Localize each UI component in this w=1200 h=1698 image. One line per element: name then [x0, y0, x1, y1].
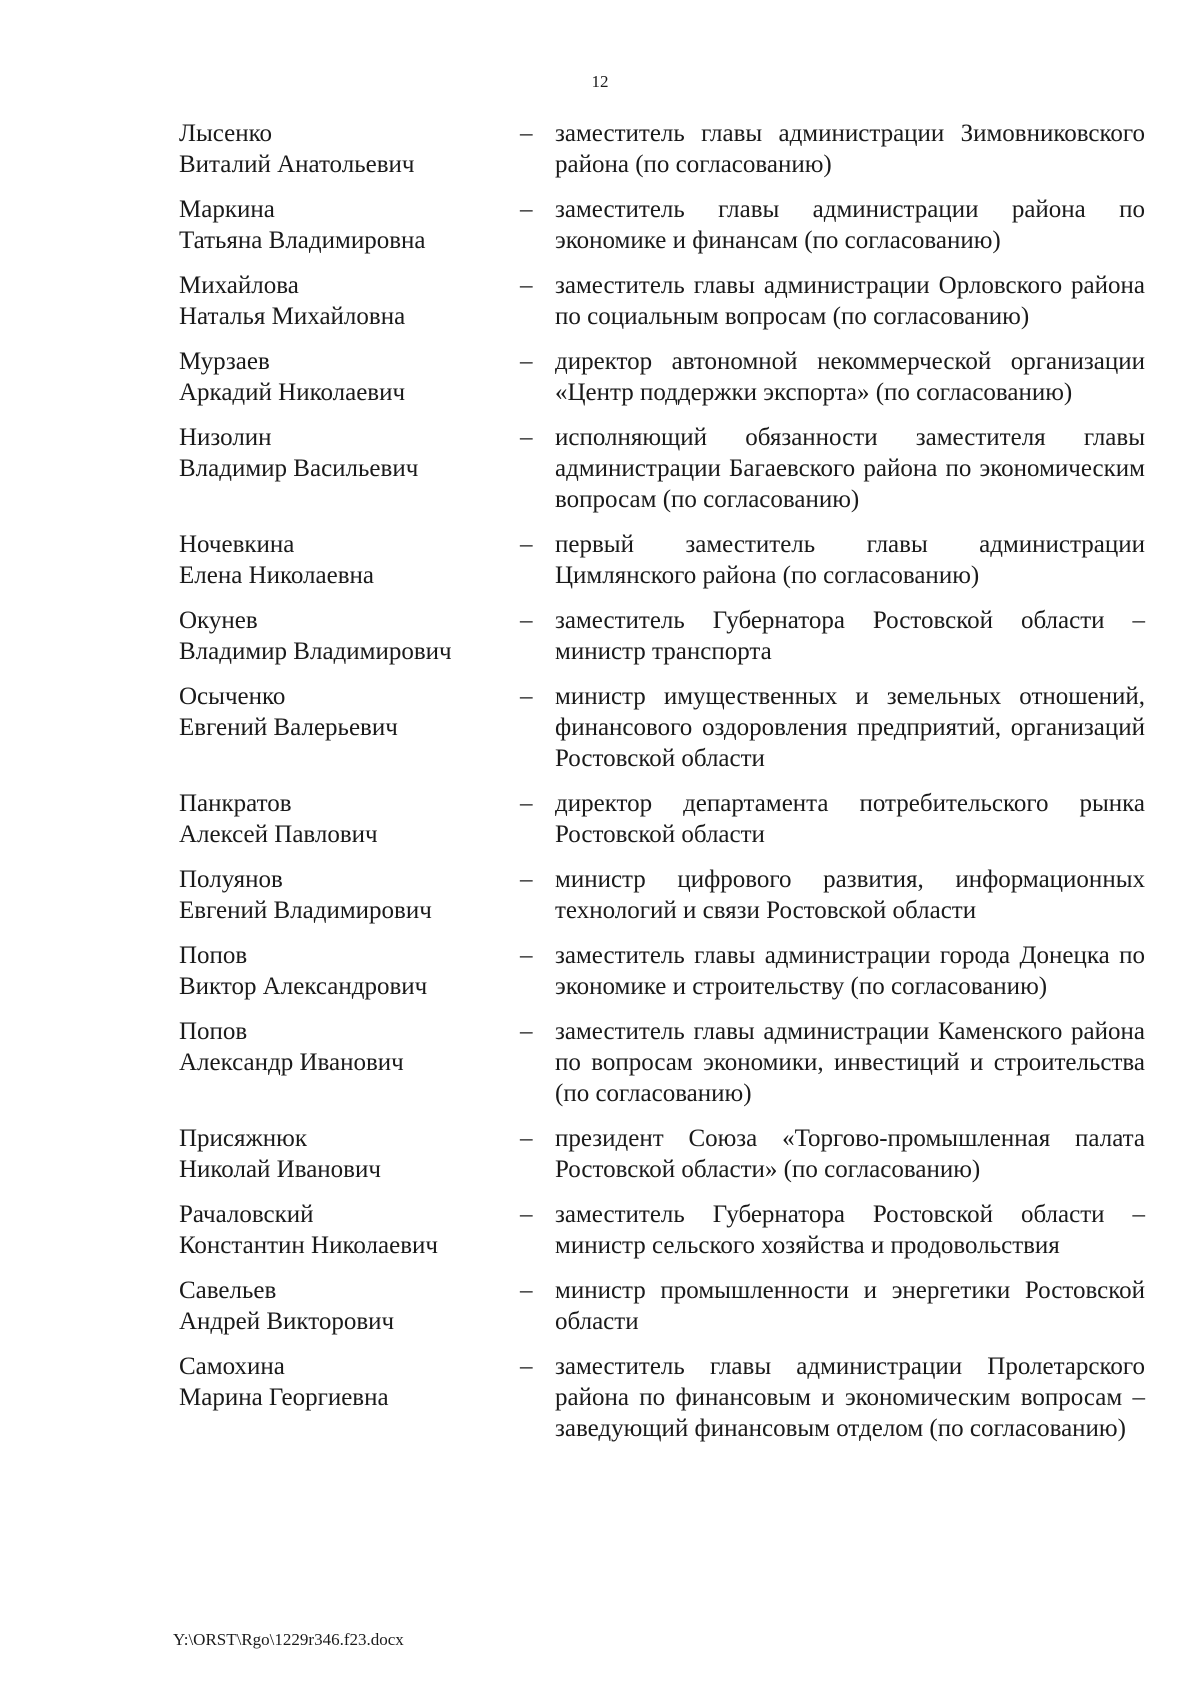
member-name [179, 529, 509, 591]
member-name [179, 1199, 509, 1261]
member-name [179, 346, 509, 408]
member-position: директор автономной некоммерческой организации «Центр поддержки экспорта» (по согласованию) [555, 348, 1145, 406]
member-given-names: Андрей Викторович [179, 1308, 395, 1335]
member-surname: Панкратов [179, 790, 292, 817]
member-position: первый заместитель главы администрации Цимлянского района (по согласованию) [555, 531, 1145, 589]
member-given-names: Марина Георгиевна [179, 1384, 389, 1411]
member-dash: – [520, 942, 533, 969]
member-given-names: Виталий Анатольевич [179, 151, 415, 178]
member-surname: Ночевкина [179, 531, 295, 558]
member-position: министр цифрового развития, информационных технологий и связи Ростовской области [555, 866, 1145, 924]
member-given-names: Аркадий Николаевич [179, 379, 406, 406]
member-position: заместитель главы администрации Орловского района по социальным вопросам (по согласованию) [555, 272, 1145, 330]
member-name [179, 1275, 509, 1337]
member-row [0, 422, 1200, 515]
member-name [179, 1016, 509, 1078]
member-row [0, 864, 1200, 926]
member-dash: – [520, 272, 533, 299]
member-row [0, 940, 1200, 1002]
member-given-names: Алексей Павлович [179, 821, 378, 848]
member-given-names: Виктор Александрович [179, 973, 428, 1000]
member-dash: – [520, 1353, 533, 1380]
member-position: исполняющий обязанности заместителя главы администрации Багаевского района по экономическим вопросам (по согласованию) [555, 424, 1145, 513]
member-surname: Самохина [179, 1353, 285, 1380]
member-position: заместитель главы администрации города Донецка по экономике и строительству (по согласованию) [555, 942, 1145, 1000]
member-row [0, 118, 1200, 180]
member-surname: Рачаловский [179, 1201, 314, 1228]
member-name [179, 864, 509, 926]
member-name [179, 270, 509, 332]
member-given-names: Татьяна Владимировна [179, 227, 426, 254]
member-position: министр имущественных и земельных отношений, финансового оздоровления предприятий, организаций Ростовской области [555, 683, 1145, 772]
member-name [179, 118, 509, 180]
member-name [179, 194, 509, 256]
member-position: президент Союза «Торгово-промышленная палата Ростовской области» (по согласованию) [555, 1125, 1145, 1183]
member-surname: Присяжнюк [179, 1125, 308, 1152]
member-surname: Михайлова [179, 272, 299, 299]
member-dash: – [520, 790, 533, 817]
member-given-names: Константин Николаевич [179, 1232, 438, 1259]
member-surname: Мурзаев [179, 348, 270, 375]
member-dash: – [520, 1277, 533, 1304]
member-surname: Попов [179, 1018, 248, 1045]
file-path: Y:\ORST\Rgo\1229r346.f23.docx [173, 1630, 404, 1649]
member-list [0, 118, 1200, 1444]
member-row [0, 681, 1200, 774]
member-given-names: Евгений Владимирович [179, 897, 432, 924]
member-given-names: Владимир Владимирович [179, 638, 452, 665]
member-position: директор департамента потребительского рынка Ростовской области [555, 790, 1145, 848]
member-surname: Маркина [179, 196, 275, 223]
member-given-names: Владимир Васильевич [179, 455, 419, 482]
member-name [179, 681, 509, 743]
member-surname: Савельев [179, 1277, 277, 1304]
member-dash: – [520, 531, 533, 558]
member-surname: Осыченко [179, 683, 286, 710]
member-name [179, 1351, 509, 1413]
member-row [0, 1275, 1200, 1337]
member-surname: Низолин [179, 424, 272, 451]
member-name [179, 788, 509, 850]
member-dash: – [520, 683, 533, 710]
member-name [179, 940, 509, 1002]
member-position: заместитель главы администрации района по экономике и финансам (по согласованию) [555, 196, 1145, 254]
member-name [179, 605, 509, 667]
member-row [0, 1016, 1200, 1109]
member-surname: Попов [179, 942, 248, 969]
member-row [0, 194, 1200, 256]
member-given-names: Николай Иванович [179, 1156, 381, 1183]
member-row [0, 529, 1200, 591]
member-row [0, 605, 1200, 667]
member-dash: – [520, 120, 533, 147]
member-position: заместитель Губернатора Ростовской области – министр транспорта [555, 607, 1145, 665]
member-position: заместитель Губернатора Ростовской области – министр сельского хозяйства и продовольствия [555, 1201, 1145, 1259]
member-row [0, 270, 1200, 332]
member-position: заместитель главы администрации Зимовниковского района (по согласованию) [555, 120, 1145, 178]
member-position: заместитель главы администрации Пролетарского района по финансовым и экономическим вопросам – заведующий финансовым отделом (по согласованию) [555, 1353, 1145, 1442]
member-dash: – [520, 1125, 533, 1152]
member-dash: – [520, 348, 533, 375]
member-dash: – [520, 424, 533, 451]
member-position: заместитель главы администрации Каменского района по вопросам экономики, инвестиций и строительства (по согласованию) [555, 1018, 1145, 1107]
member-dash: – [520, 607, 533, 634]
member-surname: Лысенко [179, 120, 273, 147]
member-given-names: Александр Иванович [179, 1049, 404, 1076]
member-row [0, 346, 1200, 408]
member-row [0, 1199, 1200, 1261]
member-position: министр промышленности и энергетики Ростовской области [555, 1277, 1145, 1335]
member-dash: – [520, 196, 533, 223]
page-number: 12 [591, 72, 609, 91]
member-given-names: Наталья Михайловна [179, 303, 406, 330]
member-surname: Окунев [179, 607, 258, 634]
member-name [179, 1123, 509, 1185]
member-given-names: Евгений Валерьевич [179, 714, 398, 741]
member-dash: – [520, 1201, 533, 1228]
member-name [179, 422, 509, 484]
member-row [0, 1351, 1200, 1444]
member-surname: Полуянов [179, 866, 283, 893]
member-row [0, 788, 1200, 850]
member-dash: – [520, 866, 533, 893]
member-row [0, 1123, 1200, 1185]
member-dash: – [520, 1018, 533, 1045]
member-given-names: Елена Николаевна [179, 562, 374, 589]
